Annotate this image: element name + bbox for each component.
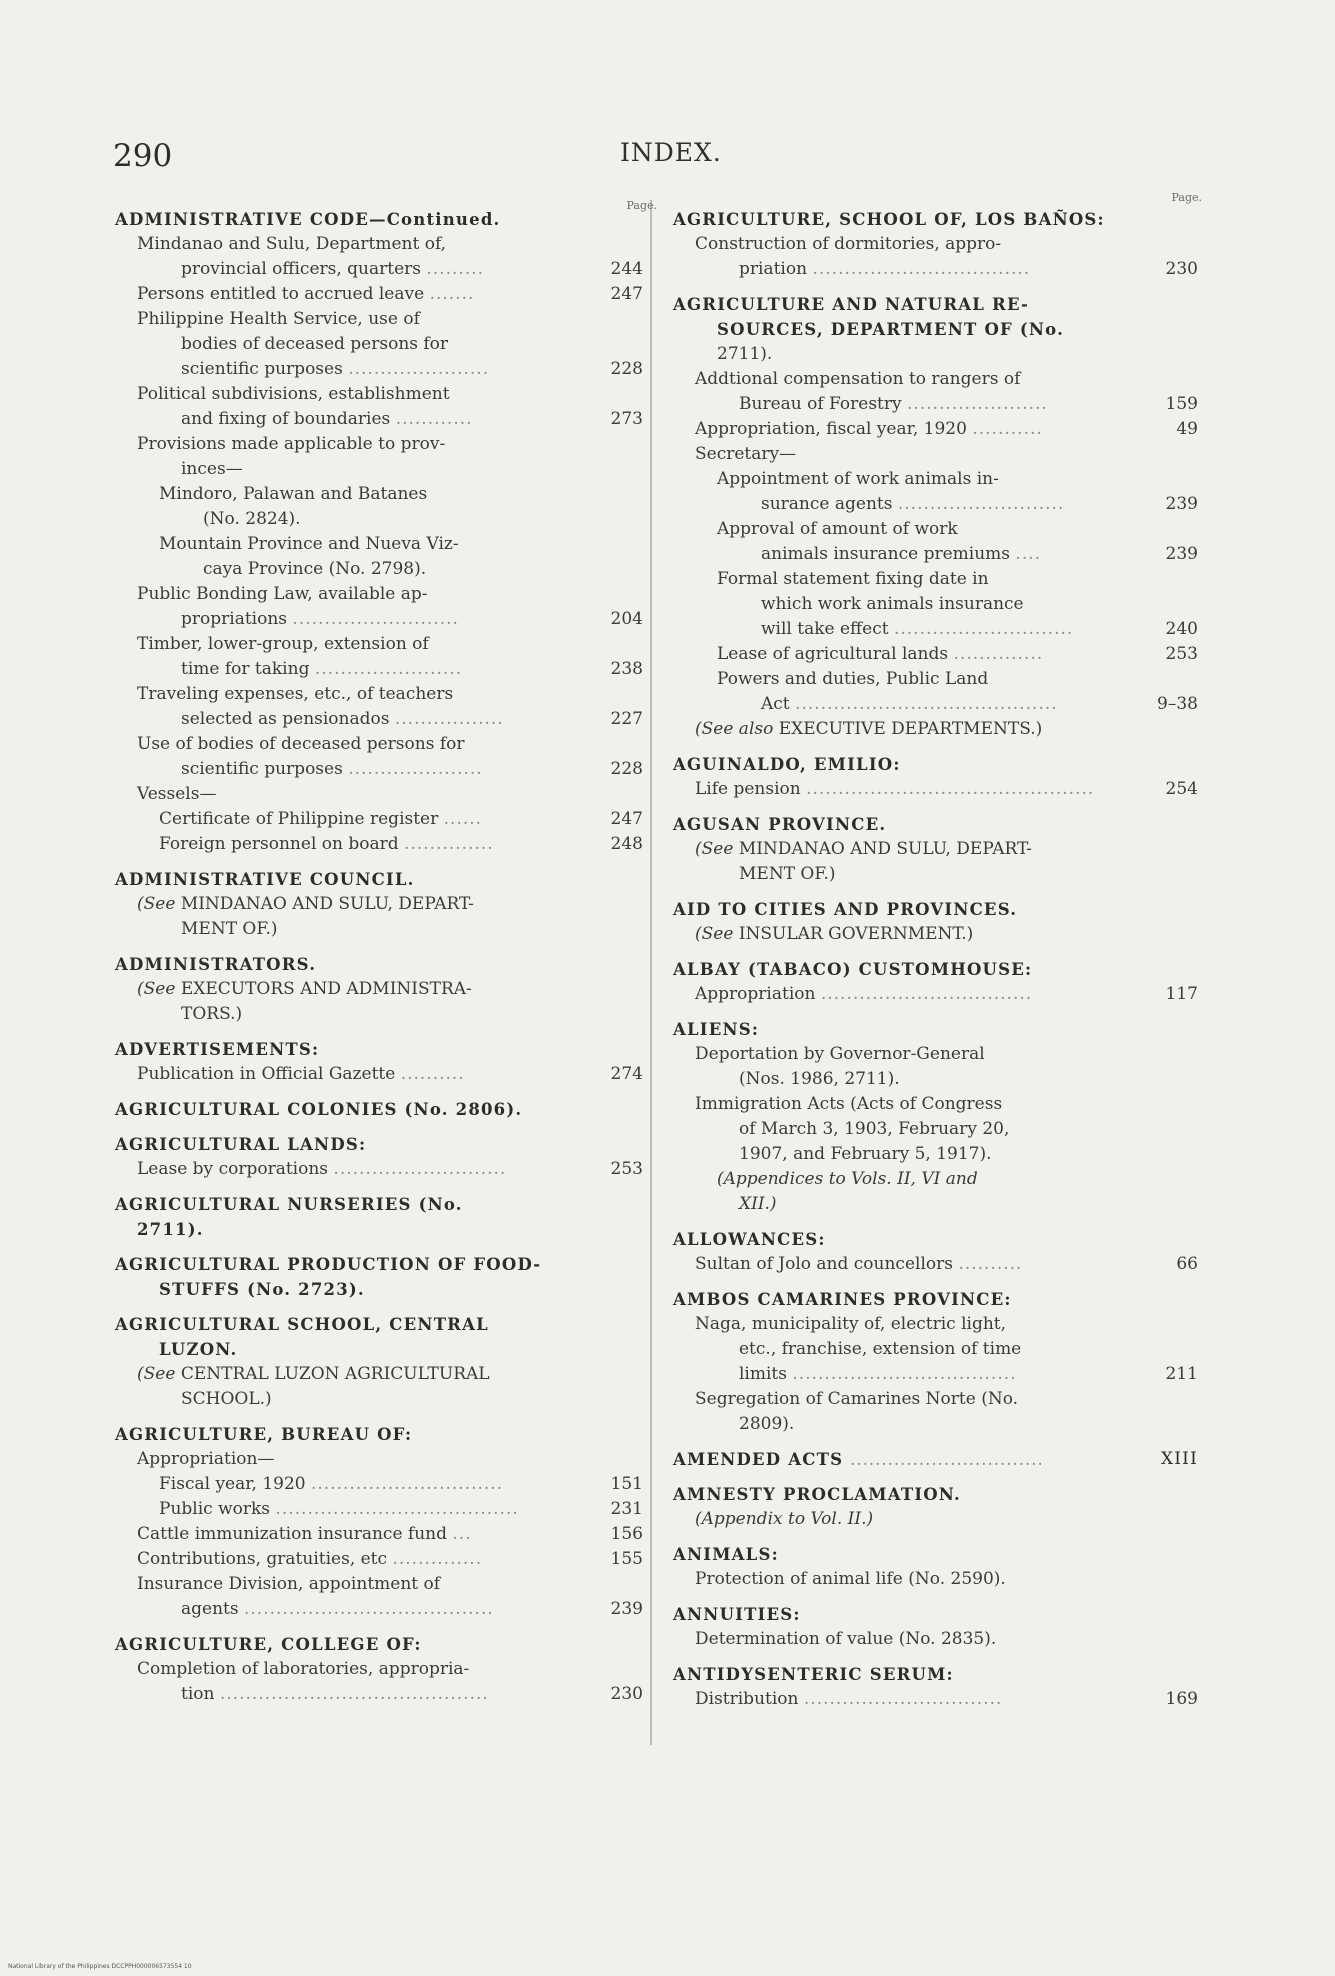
entry-heading: AGUINALDO, EMILIO: bbox=[673, 755, 901, 774]
index-entry bbox=[115, 1192, 643, 1242]
entry-line: (Appendices to Vols. II, VI and bbox=[717, 1169, 978, 1189]
entry-line: bodies of deceased persons for bbox=[181, 334, 449, 354]
entry-line: Construction of dormitories, appro- bbox=[695, 234, 1002, 254]
entry-line: Persons entitled to accrued leave ....... 247 bbox=[115, 282, 643, 307]
page-ref: 9–38 bbox=[1157, 694, 1198, 714]
index-entry bbox=[115, 1632, 643, 1707]
entry-heading: AGRICULTURAL LANDS: bbox=[115, 1135, 367, 1154]
entry-heading: AGRICULTURAL NURSERIES (No. bbox=[115, 1195, 463, 1214]
entry-heading: AGRICULTURE, SCHOOL OF, LOS BAÑOS: bbox=[673, 210, 1105, 229]
entry-heading: ANNUITIES: bbox=[673, 1605, 801, 1624]
page-ref: 228 bbox=[610, 759, 643, 779]
page-ref: 247 bbox=[610, 284, 643, 304]
entry-heading: SOURCES, DEPARTMENT OF (No. bbox=[717, 320, 1065, 339]
entry-line: Traveling expenses, etc., of teachers bbox=[137, 684, 454, 704]
page-ref: 253 bbox=[1165, 644, 1198, 664]
entry-line: agents ....................................... 239 bbox=[115, 1597, 643, 1622]
entry-line: Naga, municipality of, electric light, bbox=[695, 1314, 1007, 1334]
page-ref: 227 bbox=[610, 709, 643, 729]
see-reference: (See CENTRAL LUZON AGRICULTURAL bbox=[137, 1364, 490, 1384]
index-entry bbox=[115, 867, 643, 942]
entry-line: Timber, lower-group, extension of bbox=[137, 634, 429, 654]
entry-line: (No. 2824). bbox=[203, 509, 301, 529]
entry-line: 2809). bbox=[739, 1414, 795, 1434]
entry-heading: ALBAY (TABACO) CUSTOMHOUSE: bbox=[673, 960, 1033, 979]
entry-line: Completion of laboratories, appropria- bbox=[137, 1659, 470, 1679]
index-entry bbox=[673, 292, 1198, 742]
entry-heading: AGUSAN PROVINCE. bbox=[673, 815, 887, 834]
index-entry bbox=[115, 1312, 643, 1412]
entry-line: Protection of animal life (No. 2590). bbox=[695, 1569, 1006, 1589]
entry-heading: ALIENS: bbox=[673, 1020, 760, 1039]
entry-line: priation .................................. 230 bbox=[673, 257, 1198, 282]
entry-line: Vessels— bbox=[137, 784, 217, 804]
page-ref: 274 bbox=[610, 1064, 643, 1084]
entry-line: scientific purposes ...................... 228 bbox=[115, 357, 643, 382]
page-ref: 66 bbox=[1176, 1254, 1198, 1274]
entry-line: Public Bonding Law, available ap- bbox=[137, 584, 428, 604]
index-entry bbox=[115, 1037, 643, 1087]
index-entry bbox=[115, 1097, 643, 1122]
entry-line: Contributions, gratuities, etc .............. 155 bbox=[115, 1547, 643, 1572]
page-ref: 239 bbox=[1165, 494, 1198, 514]
entry-line: Powers and duties, Public Land bbox=[717, 669, 989, 689]
entry-line: inces— bbox=[181, 459, 243, 479]
page-label: Page. bbox=[626, 199, 657, 212]
entry-line: Lease by corporations ........................... 253 bbox=[115, 1157, 643, 1182]
page-number: 290 bbox=[113, 138, 173, 174]
index-entry bbox=[673, 1482, 1198, 1532]
page-ref: 239 bbox=[610, 1599, 643, 1619]
index-entry bbox=[673, 897, 1198, 947]
entry-line: caya Province (No. 2798). bbox=[203, 559, 427, 579]
entry-line: Publication in Official Gazette .......... 274 bbox=[115, 1062, 643, 1087]
page-ref: 253 bbox=[610, 1159, 643, 1179]
entry-line: (Appendix to Vol. II.) bbox=[695, 1509, 874, 1529]
see-reference: (See EXECUTORS AND ADMINISTRA- bbox=[137, 979, 472, 999]
page-ref: 231 bbox=[610, 1499, 643, 1519]
index-entry bbox=[673, 812, 1198, 887]
entry-heading: ADMINISTRATIVE COUNCIL. bbox=[115, 870, 415, 889]
entry-line: Immigration Acts (Acts of Congress bbox=[695, 1094, 1003, 1114]
entry-line: Life pension ............................................. 254 bbox=[673, 777, 1198, 802]
scan-footer: National Library of the Philippines DCCPPH000006573554 10 bbox=[8, 1963, 192, 1970]
entry-line: Insurance Division, appointment of bbox=[137, 1574, 441, 1594]
entry-line: Mindoro, Palawan and Batanes bbox=[159, 484, 428, 504]
entry-line: Appropriation— bbox=[137, 1449, 275, 1469]
index-entry bbox=[115, 1422, 643, 1622]
entry-line: Distribution ............................... 169 bbox=[673, 1687, 1198, 1712]
see-reference: MENT OF.) bbox=[181, 919, 278, 939]
entry-line: and fixing of boundaries ............ 273 bbox=[115, 407, 643, 432]
index-entry bbox=[673, 957, 1198, 1007]
see-reference: (See MINDANAO AND SULU, DEPART- bbox=[695, 839, 1032, 859]
see-reference: SCHOOL.) bbox=[181, 1389, 272, 1409]
index-entry bbox=[673, 752, 1198, 802]
page-ref: 240 bbox=[1165, 619, 1198, 639]
entry-line: Mountain Province and Nueva Viz- bbox=[159, 534, 459, 554]
page-ref: 156 bbox=[610, 1524, 643, 1544]
entry-line: Appointment of work animals in- bbox=[717, 469, 999, 489]
page-ref: XIII bbox=[1160, 1449, 1198, 1469]
index-entry bbox=[115, 207, 643, 857]
entry-line: Use of bodies of deceased persons for bbox=[137, 734, 465, 754]
index-entry bbox=[673, 1227, 1198, 1277]
index-entry bbox=[673, 1602, 1198, 1652]
entry-line: Formal statement fixing date in bbox=[717, 569, 989, 589]
page-ref: 244 bbox=[610, 259, 643, 279]
entry-line: Mindanao and Sulu, Department of, bbox=[137, 234, 447, 254]
entry-line: Lease of agricultural lands .............. 253 bbox=[673, 642, 1198, 667]
index-entry bbox=[673, 207, 1198, 282]
entry-heading: AMNESTY PROCLAMATION. bbox=[673, 1485, 961, 1504]
entry-line: which work animals insurance bbox=[761, 594, 1024, 614]
entry-heading: AGRICULTURAL SCHOOL, CENTRAL bbox=[115, 1315, 489, 1334]
page-ref: 204 bbox=[610, 609, 643, 629]
see-reference: MENT OF.) bbox=[739, 864, 836, 884]
entry-line: Appropriation ................................. 117 bbox=[673, 982, 1198, 1007]
entry-heading: AMENDED ACTS ............................... XIII bbox=[673, 1447, 1198, 1472]
page-ref: 49 bbox=[1176, 419, 1198, 439]
entry-line: Philippine Health Service, use of bbox=[137, 309, 420, 329]
entry-line: limits ................................... 211 bbox=[673, 1362, 1198, 1387]
entry-heading: ADVERTISEMENTS: bbox=[115, 1040, 320, 1059]
entry-heading: ADMINISTRATORS. bbox=[115, 955, 317, 974]
entry-heading: 2711). bbox=[717, 344, 773, 364]
entry-line: Secretary— bbox=[695, 444, 797, 464]
entry-line: XII.) bbox=[739, 1194, 777, 1214]
entry-line: Deportation by Governor-General bbox=[695, 1044, 985, 1064]
entry-line: Certificate of Philippine register ...... 247 bbox=[115, 807, 643, 832]
entry-line: tion .......................................... 230 bbox=[115, 1682, 643, 1707]
entry-line: Political subdivisions, establishment bbox=[137, 384, 450, 404]
entry-line: etc., franchise, extension of time bbox=[739, 1339, 1022, 1359]
entry-line: time for taking ....................... 238 bbox=[115, 657, 643, 682]
entry-heading: LUZON. bbox=[159, 1340, 238, 1359]
page-ref: 239 bbox=[1165, 544, 1198, 564]
see-reference: (See INSULAR GOVERNMENT.) bbox=[695, 924, 974, 944]
index-entry bbox=[115, 1252, 643, 1302]
page-ref: 238 bbox=[610, 659, 643, 679]
page-ref: 155 bbox=[610, 1549, 643, 1569]
see-reference: TORS.) bbox=[181, 1004, 243, 1024]
entry-heading: AGRICULTURE, BUREAU OF: bbox=[115, 1425, 413, 1444]
page-ref: 248 bbox=[610, 834, 643, 854]
index-entry bbox=[115, 952, 643, 1027]
entry-line: Appropriation, fiscal year, 1920 ........... 49 bbox=[673, 417, 1198, 442]
entry-heading: AID TO CITIES AND PROVINCES. bbox=[673, 900, 1018, 919]
index-column-left bbox=[115, 197, 657, 1707]
entry-line: Approval of amount of work bbox=[717, 519, 958, 539]
entry-line: Addtional compensation to rangers of bbox=[695, 369, 1021, 389]
entry-line: Act ......................................... 9–38 bbox=[673, 692, 1198, 717]
entry-line: Provisions made applicable to prov- bbox=[137, 434, 446, 454]
entry-heading: AGRICULTURAL COLONIES (No. 2806). bbox=[115, 1100, 523, 1119]
page-ref: 273 bbox=[610, 409, 643, 429]
entry-line: Determination of value (No. 2835). bbox=[695, 1629, 997, 1649]
entry-heading: AGRICULTURE, COLLEGE OF: bbox=[115, 1635, 422, 1654]
entry-line: will take effect ............................ 240 bbox=[673, 617, 1198, 642]
see-reference: (See MINDANAO AND SULU, DEPART- bbox=[137, 894, 474, 914]
page-ref: 247 bbox=[610, 809, 643, 829]
index-entry bbox=[673, 1662, 1198, 1712]
index-entry bbox=[673, 1017, 1198, 1217]
entry-heading: ANTIDYSENTERIC SERUM: bbox=[673, 1665, 954, 1684]
entry-line: Public works ...................................... 231 bbox=[115, 1497, 643, 1522]
entry-line: scientific purposes ..................... 228 bbox=[115, 757, 643, 782]
page-ref: 211 bbox=[1165, 1364, 1198, 1384]
page-ref: 228 bbox=[610, 359, 643, 379]
column-divider bbox=[650, 200, 652, 1745]
page-ref: 159 bbox=[1165, 394, 1198, 414]
index-entry bbox=[673, 1287, 1198, 1437]
entry-heading: STUFFS (No. 2723). bbox=[159, 1280, 365, 1299]
entry-line: Cattle immunization insurance fund ... 156 bbox=[115, 1522, 643, 1547]
page-ref: 151 bbox=[610, 1474, 643, 1494]
entry-line: (Nos. 1986, 2711). bbox=[739, 1069, 900, 1089]
entry-line: provincial officers, quarters ......... 244 bbox=[115, 257, 643, 282]
entry-line: Fiscal year, 1920 .............................. 151 bbox=[115, 1472, 643, 1497]
entry-line: of March 3, 1903, February 20, bbox=[739, 1119, 1010, 1139]
entry-line: Sultan of Jolo and councellors .......... 66 bbox=[673, 1252, 1198, 1277]
page-label: Page. bbox=[1171, 191, 1202, 204]
entry-heading: AMBOS CAMARINES PROVINCE: bbox=[673, 1290, 1012, 1309]
entry-line: surance agents .......................... 239 bbox=[673, 492, 1198, 517]
page-ref: 254 bbox=[1165, 779, 1198, 799]
entry-line: Segregation of Camarines Norte (No. bbox=[695, 1389, 1019, 1409]
entry-line: selected as pensionados ................. 227 bbox=[115, 707, 643, 732]
entry-heading: ANIMALS: bbox=[673, 1545, 779, 1564]
see-reference: (See also EXECUTIVE DEPARTMENTS.) bbox=[695, 719, 1043, 739]
entry-line: propriations .......................... 204 bbox=[115, 607, 643, 632]
entry-heading: 2711). bbox=[137, 1220, 204, 1239]
entry-line: Bureau of Forestry ...................... 159 bbox=[673, 392, 1198, 417]
entry-heading: ADMINISTRATIVE CODE—Continued. bbox=[115, 210, 501, 229]
page-title: INDEX. bbox=[620, 138, 722, 167]
index-entry bbox=[115, 1132, 643, 1182]
page-ref: 169 bbox=[1165, 1689, 1198, 1709]
page-ref: 230 bbox=[1165, 259, 1198, 279]
index-entry bbox=[673, 1447, 1198, 1472]
page-ref: 117 bbox=[1165, 984, 1198, 1004]
index-column-right bbox=[673, 191, 1202, 1712]
entry-line: 1907, and February 5, 1917). bbox=[739, 1144, 992, 1164]
page-ref: 230 bbox=[610, 1684, 643, 1704]
entry-heading: ALLOWANCES: bbox=[673, 1230, 826, 1249]
entry-line: Foreign personnel on board .............. 248 bbox=[115, 832, 643, 857]
entry-heading: AGRICULTURAL PRODUCTION OF FOOD- bbox=[115, 1255, 542, 1274]
entry-line: animals insurance premiums .... 239 bbox=[673, 542, 1198, 567]
entry-heading: AGRICULTURE AND NATURAL RE- bbox=[673, 295, 1030, 314]
index-entry bbox=[673, 1542, 1198, 1592]
